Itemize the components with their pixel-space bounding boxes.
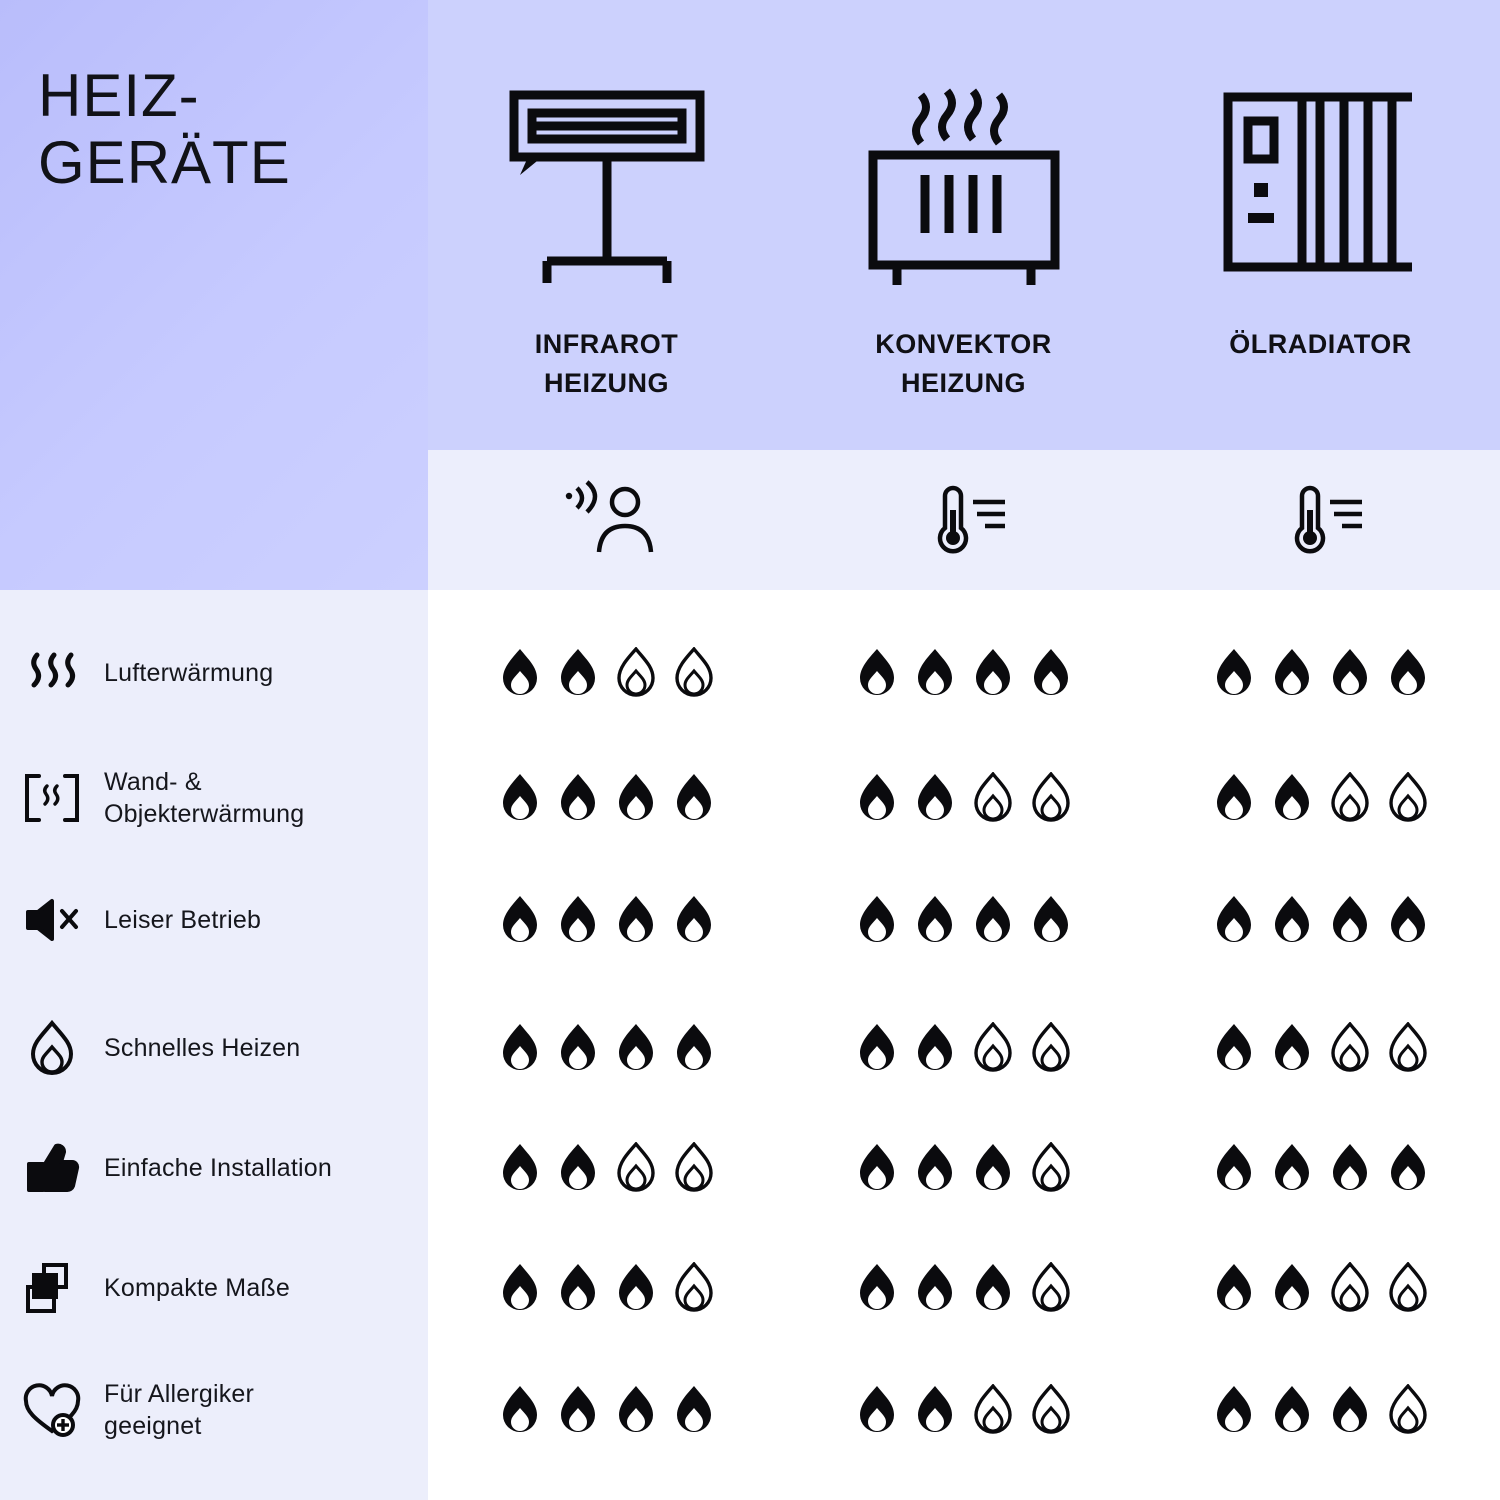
flame-filled-icon [1385, 894, 1431, 946]
row-label-allergiker [0, 1345, 428, 1475]
flame-empty-icon [1385, 1022, 1431, 1074]
rating-konvektor-wandobjekt [785, 733, 1142, 863]
row-text-line-1: Einfache Installation [104, 1153, 332, 1182]
flame-filled-icon [1327, 1384, 1373, 1436]
flame-filled-icon [1269, 1384, 1315, 1436]
flame-filled-icon [555, 772, 601, 824]
flame-empty-icon [671, 1142, 717, 1194]
thermostat-icon [1142, 450, 1499, 590]
page-title-line-2: GERÄTE [38, 129, 291, 197]
rating-infrarot-kompaktemasse [428, 1223, 785, 1353]
flame-empty-icon [970, 772, 1016, 824]
flame-filled-icon [613, 1384, 659, 1436]
flame-filled-icon [671, 772, 717, 824]
flame-empty-icon [1028, 1262, 1074, 1314]
column-header-oelradiator [1142, 0, 1499, 450]
flame-filled-icon [912, 1142, 958, 1194]
rating-infrarot-allergiker [428, 1345, 785, 1475]
flame-filled-icon [555, 1142, 601, 1194]
flame-filled-icon [1269, 1022, 1315, 1074]
flame-empty-icon [613, 1142, 659, 1194]
flame-filled-icon [1211, 1022, 1257, 1074]
flame-empty-icon [1028, 1384, 1074, 1436]
rating-oelradiator-schnellesheizen [1142, 983, 1499, 1113]
flame-empty-icon [1028, 1142, 1074, 1194]
column-label-line-1: INFRAROT [534, 329, 679, 359]
flame-empty-icon [1327, 772, 1373, 824]
flame-filled-icon [497, 647, 543, 699]
convector-heater-icon [785, 80, 1142, 300]
rating-infrarot-wandobjekt [428, 733, 785, 863]
flame-filled-icon [970, 894, 1016, 946]
row-label-einfache-installation [0, 1103, 428, 1233]
flame-filled-icon [912, 772, 958, 824]
rating-konvektor-lufterwaermung [785, 608, 1142, 738]
flame-filled-icon [497, 1262, 543, 1314]
flame-filled-icon [613, 772, 659, 824]
rating-oelradiator-lufterwaermung [1142, 608, 1499, 738]
flame-empty-icon [1028, 772, 1074, 824]
flame-filled-icon [970, 1142, 1016, 1194]
flame-empty-icon [970, 1022, 1016, 1074]
wall-object-heating-icon [0, 770, 104, 826]
flame-filled-icon [854, 1022, 900, 1074]
table-row [0, 1103, 1500, 1233]
row-label-wand-objekterwaermung [0, 733, 428, 863]
flame-filled-icon [854, 1262, 900, 1314]
row-text [104, 904, 271, 937]
flame-filled-icon [854, 1384, 900, 1436]
rating-infrarot-installation [428, 1103, 785, 1233]
rating-konvektor-leiserbetrieb [785, 855, 1142, 985]
flame-filled-icon [671, 1022, 717, 1074]
mute-speaker-icon [0, 894, 104, 946]
flame-filled-icon [497, 772, 543, 824]
flame-filled-icon [1385, 647, 1431, 699]
row-text [104, 1378, 264, 1443]
flame-filled-icon [912, 1022, 958, 1074]
table-row [0, 855, 1500, 985]
rating-oelradiator-kompaktemasse [1142, 1223, 1499, 1353]
flame-filled-icon [1028, 894, 1074, 946]
column-label-line-1: KONVEKTOR [875, 329, 1052, 359]
row-text-line-2: Objekterwärmung [104, 800, 305, 828]
column-header-infrarot [428, 0, 785, 450]
column-label-line-2: HEIZUNG [901, 368, 1026, 399]
oil-radiator-icon [1142, 80, 1499, 300]
flame-filled-icon [497, 1384, 543, 1436]
flame-filled-icon [1327, 894, 1373, 946]
row-label-kompakte-masse [0, 1223, 428, 1353]
flame-filled-icon [497, 1022, 543, 1074]
flame-filled-icon [555, 1022, 601, 1074]
column-label-infrarot [428, 325, 785, 403]
flame-filled-icon [497, 1142, 543, 1194]
flame-filled-icon [1385, 1142, 1431, 1194]
flame-filled-icon [1211, 647, 1257, 699]
row-text-line-1: Lufterwärmung [104, 658, 274, 687]
row-text [104, 1272, 300, 1305]
flame-filled-icon [854, 894, 900, 946]
flame-filled-icon [854, 1142, 900, 1194]
flame-empty-icon [1385, 1384, 1431, 1436]
rating-oelradiator-installation [1142, 1103, 1499, 1233]
flame-filled-icon [1211, 1142, 1257, 1194]
rating-oelradiator-leiserbetrieb [1142, 855, 1499, 985]
flame-filled-icon [555, 894, 601, 946]
flame-filled-icon [1211, 1262, 1257, 1314]
rating-infrarot-lufterwaermung [428, 608, 785, 738]
rating-konvektor-allergiker [785, 1345, 1142, 1475]
column-label-line-2: HEIZUNG [544, 368, 669, 399]
flame-filled-icon [555, 1384, 601, 1436]
flame-filled-icon [671, 1384, 717, 1436]
page-title [38, 62, 418, 196]
table-row [0, 1223, 1500, 1353]
infrared-heater-icon [428, 80, 785, 300]
column-header-konvektor [785, 0, 1142, 450]
flame-filled-icon [497, 894, 543, 946]
rating-konvektor-schnellesheizen [785, 983, 1142, 1113]
heat-waves-icon [0, 645, 104, 701]
flame-filled-icon [613, 1262, 659, 1314]
flame-filled-icon [1028, 647, 1074, 699]
flame-filled-icon [912, 1262, 958, 1314]
flame-filled-icon [1211, 1384, 1257, 1436]
row-text-line-1: Schnelles Heizen [104, 1033, 301, 1062]
flame-filled-icon [912, 894, 958, 946]
flame-empty-icon [1327, 1262, 1373, 1314]
flame-filled-icon [912, 647, 958, 699]
flame-empty-icon [671, 647, 717, 699]
row-text-line-1: Leiser Betrieb [104, 905, 262, 934]
flame-filled-icon [1211, 894, 1257, 946]
column-label-konvektor [785, 325, 1142, 403]
row-text [104, 766, 314, 831]
flame-empty-icon [613, 647, 659, 699]
row-text-line-1: Für Allergiker [104, 1379, 255, 1408]
flame-filled-icon [671, 894, 717, 946]
flame-filled-icon [1269, 772, 1315, 824]
compact-size-icon [0, 1259, 104, 1317]
flame-empty-icon [970, 1384, 1016, 1436]
row-text [104, 1152, 342, 1185]
page-title-line-1: HEIZ- [38, 62, 200, 129]
flame-filled-icon [1269, 647, 1315, 699]
flame-empty-icon [1028, 1022, 1074, 1074]
flame-filled-icon [613, 1022, 659, 1074]
flame-filled-icon [555, 1262, 601, 1314]
flame-filled-icon [1269, 1262, 1315, 1314]
row-text [104, 1032, 310, 1065]
rating-konvektor-installation [785, 1103, 1142, 1233]
row-label-leiser-betrieb [0, 855, 428, 985]
flame-icon [0, 1019, 104, 1077]
row-text-line-1: Wand- & [104, 767, 202, 796]
thermostat-icon [785, 450, 1142, 590]
rating-oelradiator-wandobjekt [1142, 733, 1499, 863]
row-label-schnelles-heizen [0, 983, 428, 1113]
flame-filled-icon [1269, 1142, 1315, 1194]
table-row [0, 608, 1500, 738]
table-row [0, 733, 1500, 863]
row-text-line-2: geeignet [104, 1412, 202, 1440]
flame-filled-icon [555, 647, 601, 699]
flame-filled-icon [970, 647, 1016, 699]
flame-empty-icon [1385, 1262, 1431, 1314]
flame-filled-icon [613, 894, 659, 946]
rating-infrarot-schnellesheizen [428, 983, 785, 1113]
motion-sensor-icon [428, 450, 785, 590]
flame-empty-icon [1385, 772, 1431, 824]
row-label-lufterwaermung [0, 608, 428, 738]
flame-empty-icon [1327, 1022, 1373, 1074]
flame-empty-icon [671, 1262, 717, 1314]
flame-filled-icon [854, 772, 900, 824]
row-text [104, 657, 283, 690]
heart-plus-icon [0, 1381, 104, 1439]
column-label-oelradiator [1142, 325, 1499, 364]
flame-filled-icon [1211, 772, 1257, 824]
column-label-line-1: ÖLRADIATOR [1229, 329, 1412, 359]
rating-oelradiator-allergiker [1142, 1345, 1499, 1475]
row-text-line-1: Kompakte Maße [104, 1273, 291, 1302]
rating-konvektor-kompaktemasse [785, 1223, 1142, 1353]
flame-filled-icon [1327, 1142, 1373, 1194]
table-row [0, 983, 1500, 1113]
flame-filled-icon [970, 1262, 1016, 1314]
flame-filled-icon [854, 647, 900, 699]
rating-infrarot-leiserbetrieb [428, 855, 785, 985]
flame-filled-icon [1327, 647, 1373, 699]
table-row [0, 1345, 1500, 1475]
flame-filled-icon [912, 1384, 958, 1436]
flame-filled-icon [1269, 894, 1315, 946]
thumbs-up-icon [0, 1140, 104, 1196]
